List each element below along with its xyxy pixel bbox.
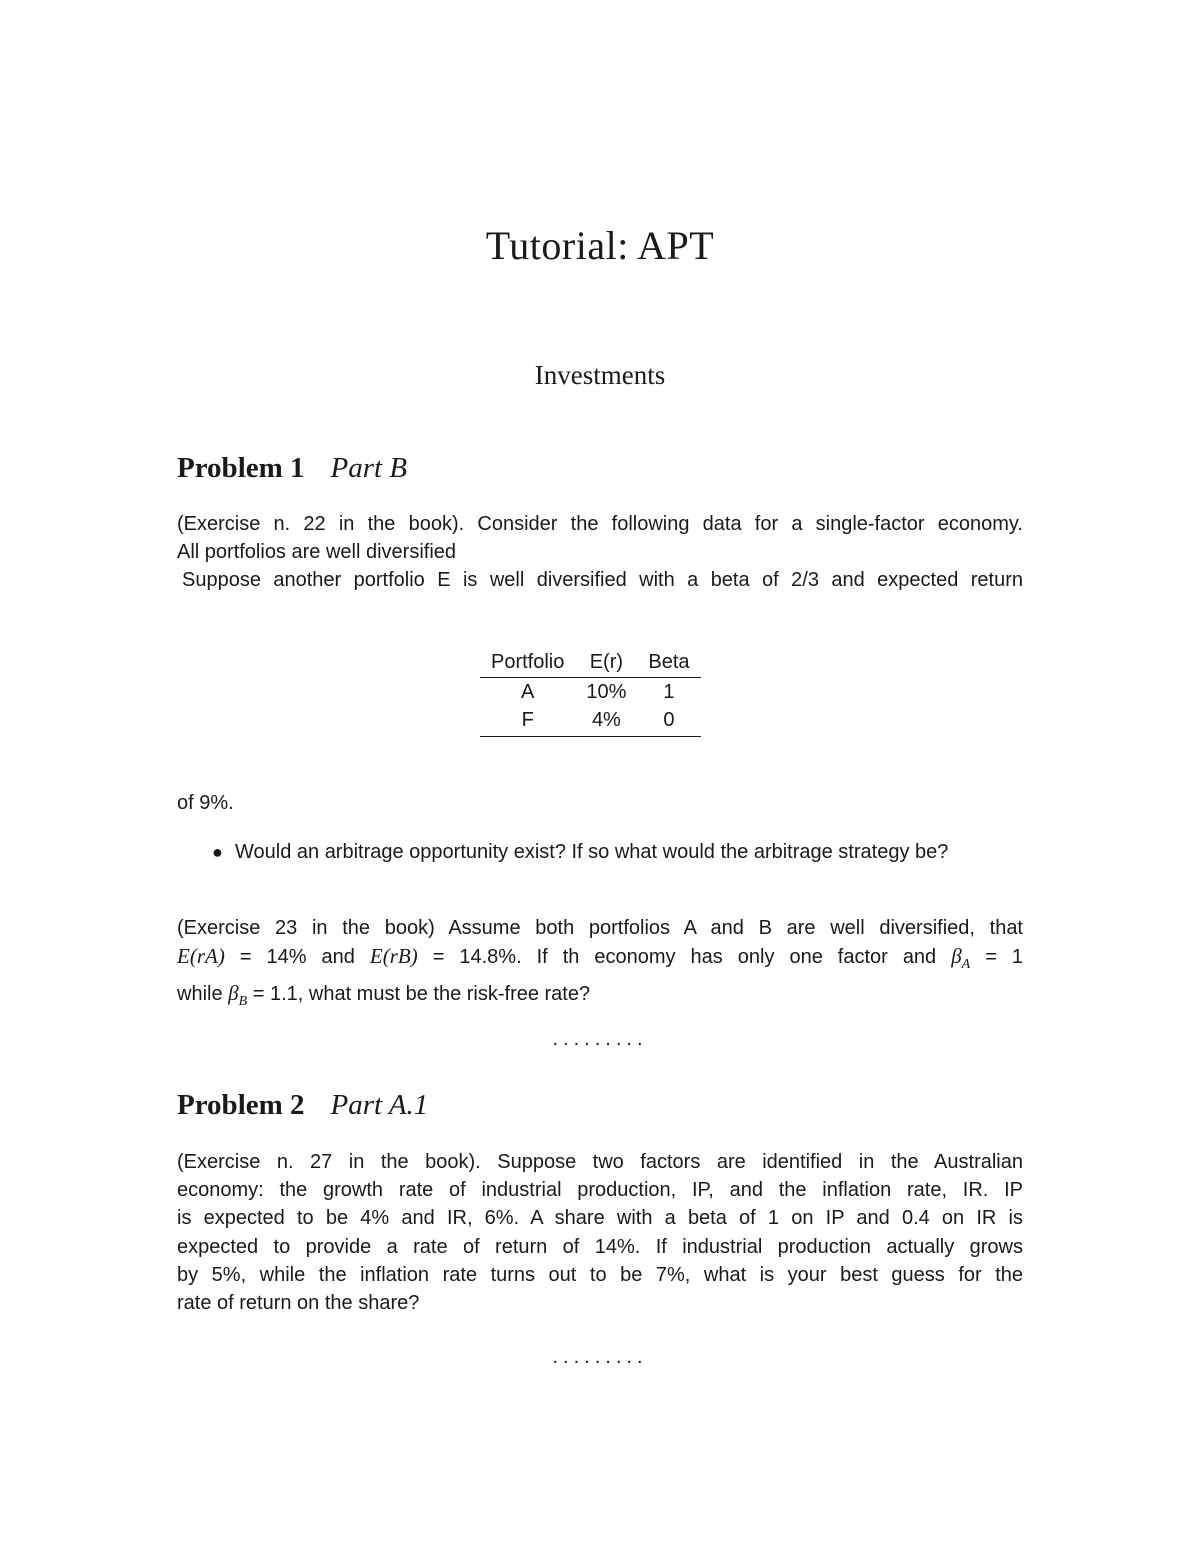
problem-2-line: expected to provide a rate of return of 14%. If industrial production actually grows (177, 1235, 1023, 1258)
page-title: Tutorial: APT (485, 223, 715, 268)
table-row (480, 706, 701, 737)
problem-2-line: economy: the growth rate of industrial production, IP, and the inflation rate, IR. IP (177, 1179, 1023, 1202)
table-cell: 4% (575, 706, 637, 737)
text-run: = 1.1, what must be the risk-free rate? (247, 983, 591, 1006)
table-header-cell: E(r) (575, 648, 637, 678)
exercise-23-line (177, 979, 1023, 1016)
problem-2-number: Problem 2 (177, 1089, 305, 1121)
problem-2-part: Part A.1 (330, 1089, 429, 1121)
table-header-cell: Portfolio (480, 648, 575, 678)
problem-2-line: is expected to be 4% and IR, 6%. A share with a beta of 1 on IP and 0.4 on IR is (177, 1207, 1023, 1230)
problem-2-line: rate of return on the share? (177, 1292, 420, 1315)
exercise-23 (177, 914, 1023, 1017)
exercise-23-line (177, 942, 1023, 979)
continuation-text: of 9%. (177, 792, 234, 814)
problem-1-intro-line: Suppose another portfolio E is well diversified with a beta of 2/3 and expected return (182, 569, 1023, 592)
problem-2-line: by 5%, while the inflation rate turns out to be 7%, what is your best guess for the (177, 1263, 1023, 1286)
math-subscript: B (238, 994, 248, 1010)
table-cell: 10% (586, 680, 627, 703)
table-header-cell: Beta (637, 648, 700, 678)
text-run: = 1 (970, 946, 1024, 969)
table-cell: F (480, 706, 575, 737)
problem-1-intro (177, 510, 1023, 595)
section-separator: ......... (552, 1346, 648, 1368)
bullet-list (212, 838, 1023, 866)
bullet-item: Would an arbitrage opportunity exist? If so what would the arbitrage strategy be? (235, 841, 949, 863)
section-separator: ......... (552, 1028, 648, 1050)
problem-1-continuation (177, 789, 1023, 817)
math-expr: E(rB) (369, 944, 418, 969)
bullet-icon: ● (212, 842, 223, 862)
table-cell: 0 (637, 706, 700, 737)
problem-1-part: Part B (330, 452, 408, 484)
problem-2-heading (177, 1089, 428, 1122)
math-expr: E(rA) (177, 944, 225, 969)
problem-1-heading (177, 452, 407, 485)
problem-1-intro-line: (Exercise n. 22 in the book). Consider the following data for a single-factor economy. (177, 513, 1023, 535)
problem-1-number: Problem 1 (177, 452, 305, 484)
math-beta: β (228, 981, 239, 1006)
math-beta: β (951, 944, 962, 969)
portfolio-table (480, 648, 701, 737)
table-cell: A (521, 680, 535, 703)
text-run: = 14% and (224, 946, 370, 969)
problem-2-line: (Exercise n. 27 in the book). Suppose two factors are identified in the Australian (177, 1151, 1023, 1173)
math-subscript: A (961, 957, 971, 973)
problem-2-text (177, 1148, 1023, 1317)
table-header-row (480, 648, 701, 678)
table-cell: 1 (663, 680, 675, 703)
problem-1-intro-line: All portfolios are well diversified (177, 541, 457, 564)
exercise-23-line: (Exercise 23 in the book) Assume both portfolios A and B are well diversified, that (177, 917, 1023, 939)
page-subtitle: Investments (534, 360, 666, 390)
text-run: while (177, 983, 229, 1006)
text-run: = 14.8%. If th economy has only one factor and (417, 946, 952, 969)
table-row (480, 678, 701, 707)
